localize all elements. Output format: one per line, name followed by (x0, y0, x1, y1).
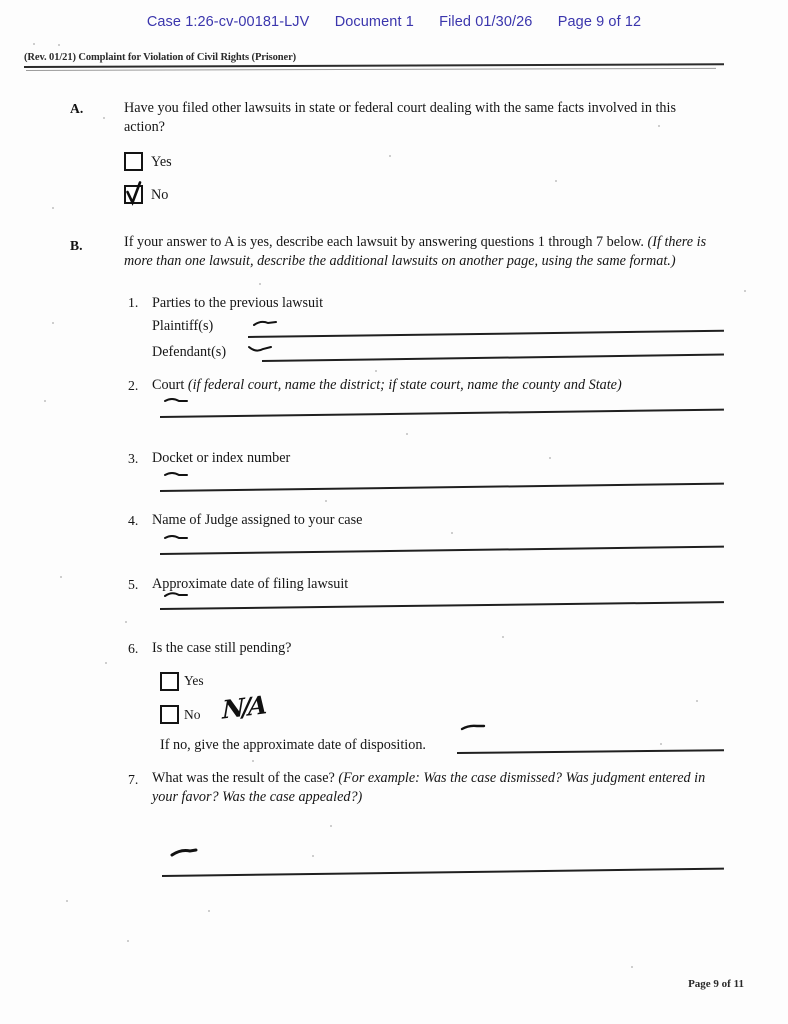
handwriting-mark-item-7 (170, 847, 198, 859)
item-6-number: 6. (128, 641, 139, 656)
item-6-followup-text: If no, give the approximate date of disposition. (160, 737, 426, 753)
item-4-answer-line[interactable] (160, 546, 724, 555)
section-b-question-italic: (If there is more than one lawsuit, describe the additional lawsuits on another page, using the same format.) (124, 234, 707, 269)
item-2-text (152, 376, 712, 395)
scan-speckle (60, 576, 62, 578)
scan-speckle (44, 400, 46, 402)
scan-speckle (502, 636, 504, 638)
item-1-text: Parties to the previous lawsuit (152, 295, 324, 311)
item-6-text: Is the case still pending? (152, 640, 292, 656)
ecf-document-number: Document 1 (334, 14, 414, 30)
item-7-text-italic: (For example: Was the case dismissed? Was judgment entered in your favor? Was the case appealed?) (152, 770, 706, 805)
scan-speckle (389, 155, 391, 157)
scan-speckle (33, 43, 35, 45)
scan-speckle (208, 910, 210, 912)
checkbox-6-no[interactable] (160, 705, 179, 724)
handwriting-mark-item-6 (460, 722, 486, 734)
item-5-number: 5. (128, 577, 139, 592)
checkbox-a-yes[interactable] (124, 152, 143, 171)
checkbox-6-yes-label: Yes (184, 673, 204, 688)
scan-speckle (252, 760, 254, 762)
section-a-question: Have you filed other lawsuits in state or federal court dealing with the same facts involved in this action? (124, 100, 676, 135)
scan-speckle (658, 125, 660, 127)
item-7-answer-line[interactable] (162, 868, 724, 877)
section-b-label: B. (70, 238, 83, 253)
handwriting-mark-item-3 (163, 470, 189, 482)
scan-speckle (555, 180, 557, 182)
header-rule-secondary (26, 68, 716, 71)
defendant-label: Defendant(s) (152, 344, 227, 360)
item-1-number: 1. (128, 295, 139, 310)
scan-speckle (330, 825, 332, 827)
scan-speckle (375, 370, 377, 372)
section-a-label: A. (70, 101, 84, 116)
ecf-page-number: Page 9 of 12 (557, 14, 642, 30)
scan-speckle (125, 621, 127, 623)
scan-speckle (549, 457, 551, 459)
plaintiff-label: Plaintiff(s) (152, 318, 214, 334)
scan-speckle (66, 900, 68, 902)
scan-speckle (744, 290, 746, 292)
item-2-number: 2. (128, 378, 139, 393)
scan-speckle (103, 117, 105, 119)
item-6-disposition-line[interactable] (457, 749, 724, 753)
scan-speckle (52, 322, 54, 324)
item-2-text-plain: Court (152, 377, 188, 393)
scan-speckle (259, 283, 261, 285)
handwriting-mark-item-4 (163, 533, 189, 545)
item-5-text: Approximate date of filing lawsuit (152, 576, 349, 592)
item-2-text-italic: (if federal court, name the district; if state court, name the county and State) (187, 377, 622, 393)
item-3-number: 3. (128, 451, 139, 466)
scan-speckle (325, 500, 327, 502)
scan-speckle (451, 532, 453, 534)
scan-speckle (406, 433, 408, 435)
checkbox-6-yes[interactable] (160, 672, 179, 691)
scan-speckle (660, 743, 662, 745)
item-2-answer-line[interactable] (160, 409, 724, 418)
scan-speckle (696, 700, 698, 702)
scan-speckle (105, 662, 107, 664)
section-b-question (124, 233, 708, 271)
handwriting-mark-item-2 (163, 396, 189, 408)
handwritten-na-answer: N/A (221, 690, 265, 725)
defendant-answer-line[interactable] (262, 354, 724, 362)
checkbox-6-no-label: No (184, 707, 201, 722)
item-3-text: Docket or index number (152, 450, 291, 466)
item-7-text (152, 769, 708, 807)
plaintiff-answer-line[interactable] (248, 330, 724, 338)
scan-speckle (312, 855, 314, 857)
handwriting-mark-defendant (247, 343, 273, 355)
ecf-case-number: Case 1:26-cv-00181-LJV (146, 14, 310, 30)
item-3-answer-line[interactable] (160, 483, 724, 492)
item-7-number: 7. (128, 772, 139, 787)
section-b-question-plain: If your answer to A is yes, describe each lawsuit by answering questions 1 through 7 below. (124, 234, 644, 250)
checkbox-a-no[interactable] (124, 185, 143, 204)
ecf-filed-date: Filed 01/30/26 (439, 14, 533, 30)
form-revision-label: (Rev. 01/21) Complaint for Violation of Civil Rights (Prisoner) (24, 52, 297, 63)
scan-speckle (52, 207, 54, 209)
scan-speckle (127, 940, 129, 942)
ecf-filing-stamp (0, 14, 788, 30)
item-7-text-plain: What was the result of the case? (152, 770, 339, 786)
handwriting-mark-plaintiff (252, 318, 278, 330)
scan-speckle (631, 966, 633, 968)
page-footer: Page 9 of 11 (688, 978, 744, 990)
item-4-number: 4. (128, 513, 139, 528)
item-4-text: Name of Judge assigned to your case (152, 512, 363, 528)
item-5-answer-line[interactable] (160, 601, 724, 609)
checkbox-a-yes-label: Yes (151, 154, 172, 170)
scan-speckle (58, 44, 60, 46)
checkbox-a-no-label: No (151, 187, 169, 203)
